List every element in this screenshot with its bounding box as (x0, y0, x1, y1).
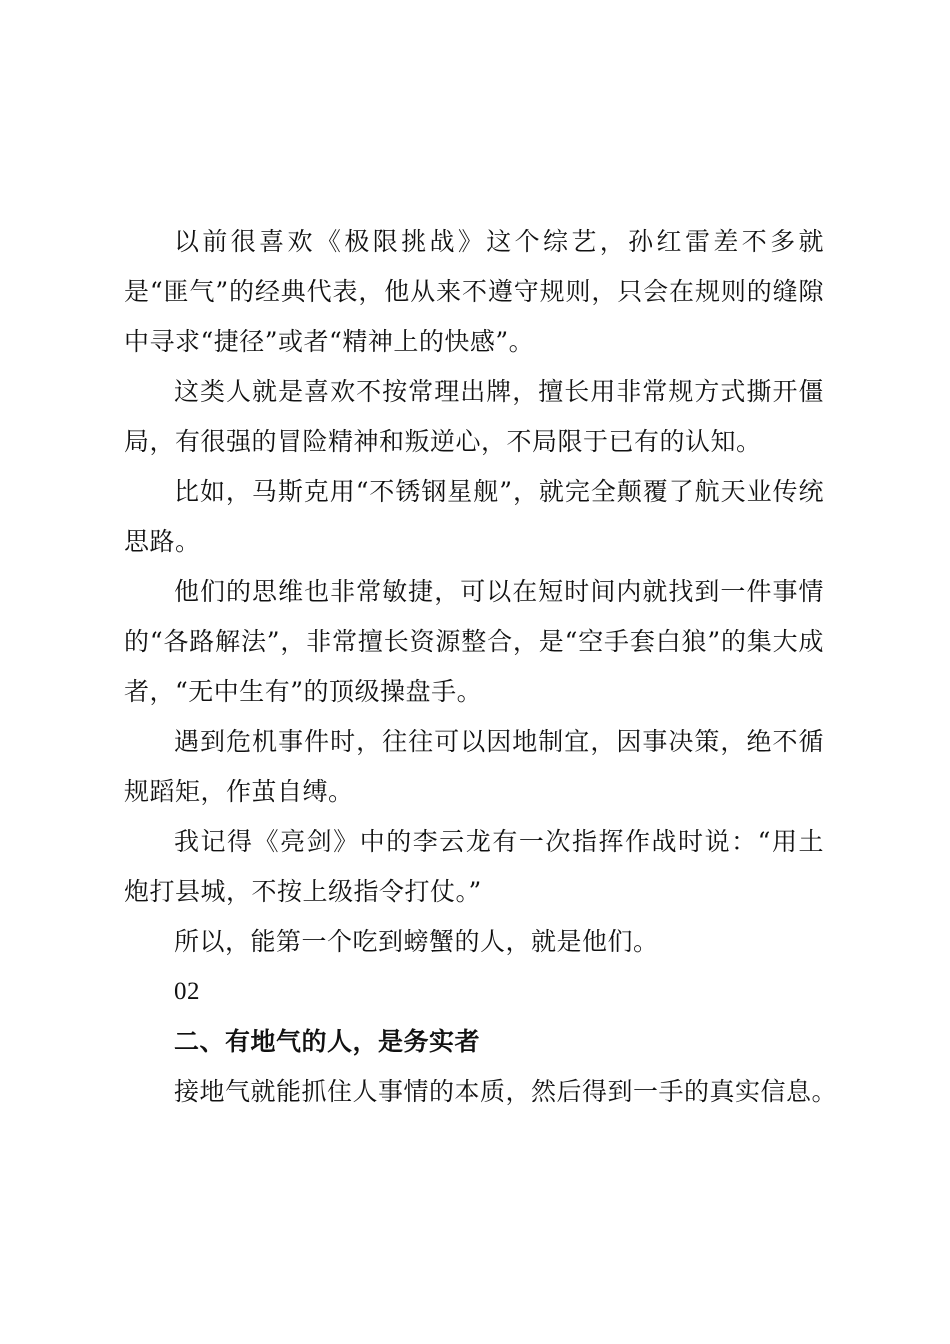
paragraph-agile-thinking: 他们的思维也非常敏捷，可以在短时间内就找到一件事情的“各路解法”，非常擅长资源整合，是“空手套白狼”的集大成者，“无中生有”的顶级操盘手。 (124, 577, 824, 706)
paragraph-musk-example: 比如，马斯克用“不锈钢星舰”，就完全颠覆了航天业传统思路。 (124, 477, 824, 556)
section-number: 02 (174, 978, 200, 1005)
paragraph-down-to-earth: 接地气就能抓住人事情的本质，然后得到一手的真实信息。 (174, 1077, 838, 1106)
section-heading: 二、有地气的人，是务实者 (174, 1027, 481, 1056)
paragraph-liangjian-quote: 我记得《亮剑》中的李云龙有一次指挥作战时说：“用土炮打县城，不按上级指令打仗。” (124, 827, 824, 906)
document-body (124, 217, 838, 1117)
paragraph-crisis: 遇到危机事件时，往往可以因地制宜，因事决策，绝不循规蹈矩，作茧自缚。 (124, 727, 824, 806)
paragraph-variety-show: 以前很喜欢《极限挑战》这个综艺，孙红雷差不多就是“匪气”的经典代表，他从来不遵守规则，只会在规则的缝隙中寻求“捷径”或者“精神上的快感”。 (124, 227, 824, 356)
paragraph-unconventional: 这类人就是喜欢不按常理出牌，擅长用非常规方式撕开僵局，有很强的冒险精神和叛逆心，不局限于已有的认知。 (124, 377, 824, 456)
paragraph-first-crab: 所以，能第一个吃到螃蟹的人，就是他们。 (174, 927, 659, 956)
